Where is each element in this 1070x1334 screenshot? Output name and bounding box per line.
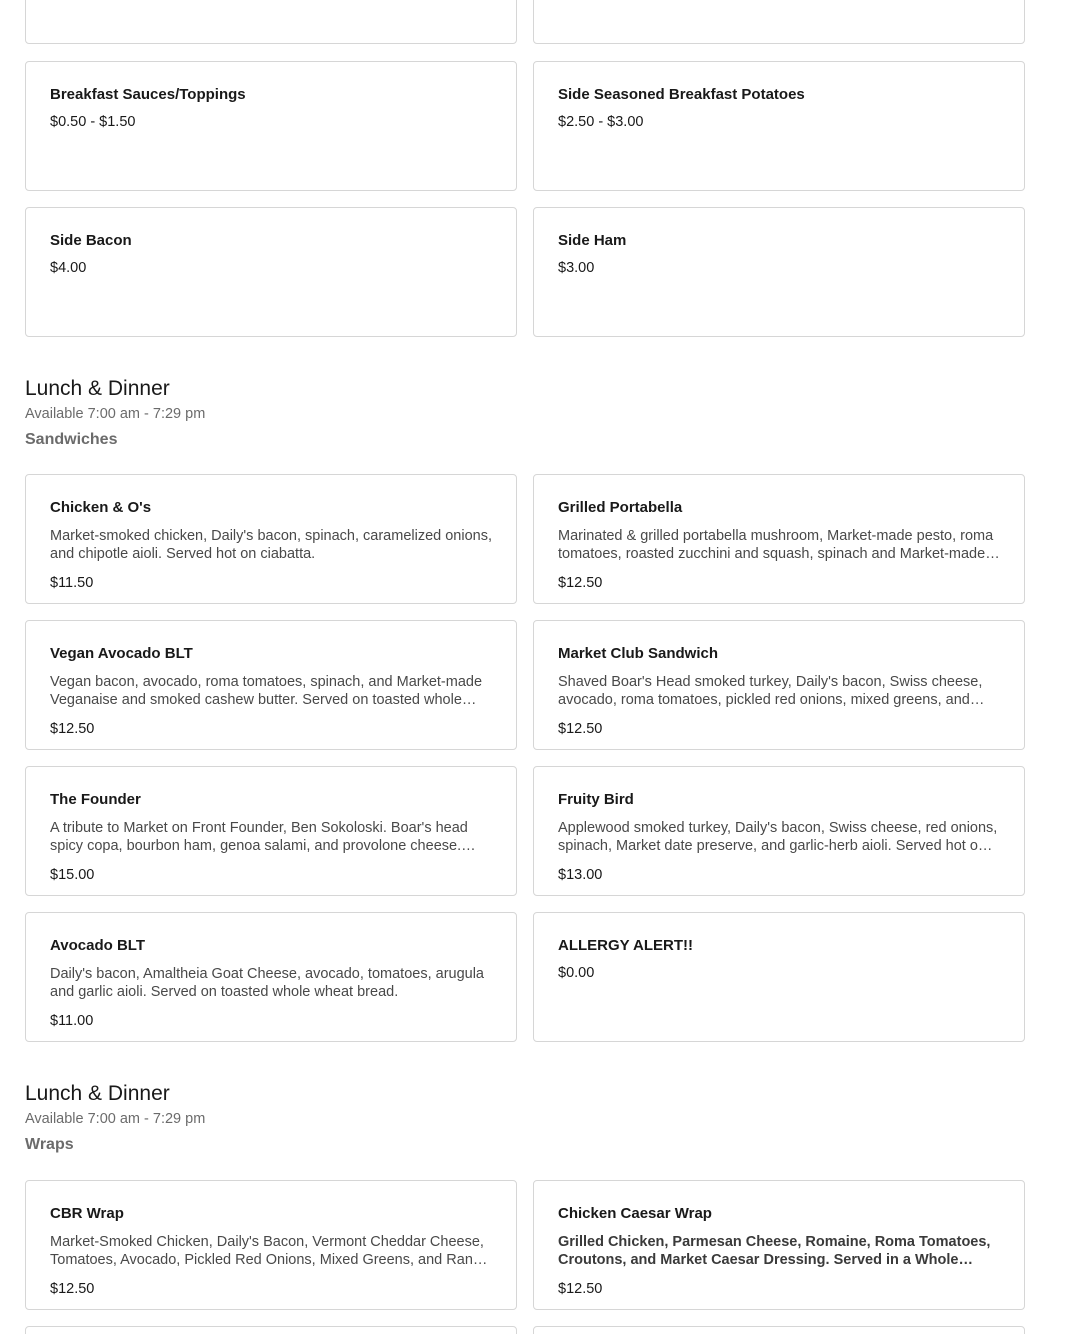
section-title: Lunch & Dinner (25, 377, 170, 400)
menu-item-name: Grilled Portabella (558, 499, 683, 516)
section-subtitle: Sandwiches (25, 431, 118, 448)
section-title: Lunch & Dinner (25, 1082, 170, 1105)
breakfast-sides-grid (25, 61, 1025, 337)
menu-item-name: CBR Wrap (50, 1205, 124, 1222)
menu-item-price: $3.00 (558, 260, 595, 276)
section-subtitle: Wraps (25, 1136, 74, 1153)
menu-item-description: Vegan bacon, avocado, roma tomatoes, spinach, and Market-made Veganaise and smoked cashew butter. Served on toasted whole (50, 674, 483, 708)
menu-item-card[interactable] (533, 474, 1025, 604)
menu-item-name: Market Club Sandwich (558, 645, 719, 662)
menu-item-card[interactable] (533, 207, 1025, 337)
menu-item-description: A tribute to Market on Front Founder, Ben Sokoloski. Boar's head spicy copa, bourbon ham, genoa salami, and provolone cheese. (50, 820, 468, 854)
menu-item-price: $11.00 (50, 1013, 94, 1029)
menu-item-name: Breakfast Sauces/Toppings (50, 86, 246, 103)
section-availability: Available 7:00 am - 7:29 pm (25, 406, 206, 422)
menu-item-name: Side Bacon (50, 232, 132, 249)
menu-item-description: Market-Smoked Chicken, Daily's Bacon, Vermont Cheddar Cheese, Tomatoes, Avocado, Pickled Red Onions, Mixed Greens, and Ranch (50, 1234, 489, 1268)
menu-item-name: Side Ham (558, 232, 627, 249)
menu-item-name: Chicken & O's (50, 499, 152, 516)
menu-item-name: ALLERGY ALERT!! (558, 937, 693, 954)
menu-item-name: Fruity Bird (558, 791, 634, 808)
menu-item-name: The Founder (50, 791, 141, 808)
menu-item-card[interactable] (533, 912, 1025, 1042)
menu-item-card[interactable] (533, 61, 1025, 191)
menu-item-name: Avocado BLT (50, 937, 146, 954)
menu-item-card[interactable] (25, 766, 517, 896)
menu-item-price: $12.50 (50, 1281, 95, 1297)
menu-item-price: $12.50 (50, 721, 95, 737)
top-partial-grid (25, 0, 1025, 44)
wraps-grid (25, 1180, 1025, 1334)
menu-item-name: Side Seasoned Breakfast Potatoes (558, 86, 805, 103)
menu-item-price: $12.50 (558, 1281, 603, 1297)
menu-item-card[interactable] (533, 0, 1025, 44)
menu-item-card[interactable] (25, 912, 517, 1042)
menu-item-card[interactable] (533, 766, 1025, 896)
menu-item-price: $15.00 (50, 867, 95, 883)
menu-item-card[interactable] (25, 474, 517, 604)
menu-item-card[interactable] (533, 1326, 1025, 1334)
menu-item-description: Shaved Boar's Head smoked turkey, Daily's bacon, Swiss cheese, avocado, roma tomatoes, pickled red onions, mixed greens, and (558, 674, 983, 708)
menu-item-price: $12.50 (558, 575, 603, 591)
menu-item-card[interactable] (25, 207, 517, 337)
menu-item-name: Vegan Avocado BLT (50, 645, 193, 662)
menu-item-description: Marinated & grilled portabella mushroom, Market-made pesto, roma tomatoes, roasted zucchini and squash, spinach and Market-made (558, 528, 994, 562)
menu-item-description: Grilled Chicken, Parmesan Cheese, Romaine, Roma Tomatoes, Croutons, and Market Caesar Dressing. Served in a Whole (558, 1234, 991, 1268)
wraps-section-header (25, 1081, 205, 1155)
menu-item-card[interactable] (25, 1180, 517, 1310)
menu-item-price: $13.00 (558, 867, 603, 883)
menu-item-price: $12.50 (558, 721, 603, 737)
menu-item-name: Chicken Caesar Wrap (558, 1205, 712, 1222)
menu-item-card[interactable] (25, 61, 517, 191)
menu-item-card[interactable] (533, 620, 1025, 750)
menu-item-card[interactable] (533, 1180, 1025, 1310)
menu-item-price: $0.00 (558, 965, 595, 981)
menu-item-price: $4.00 (50, 260, 87, 276)
sandwiches-section-header (25, 376, 205, 450)
menu-item-card[interactable] (25, 620, 517, 750)
menu-item-price: $11.50 (50, 575, 94, 591)
menu-item-description: Market-smoked chicken, Daily's bacon, spinach, caramelized onions, and chipotle aioli. Served hot on ciabatta. (50, 528, 492, 562)
menu-item-card[interactable] (25, 0, 517, 44)
menu-item-price: $2.50 - $3.00 (558, 114, 644, 130)
sandwiches-grid (25, 474, 1025, 1042)
menu-item-price: $0.50 - $1.50 (50, 114, 136, 130)
menu-item-card[interactable] (25, 1326, 517, 1334)
menu-item-description: Daily's bacon, Amaltheia Goat Cheese, avocado, tomatoes, arugula and garlic aioli. Served on toasted whole wheat bread. (50, 966, 484, 1000)
menu-item-description: Applewood smoked turkey, Daily's bacon, Swiss cheese, red onions, spinach, Market date preserve, and garlic-herb aioli. Served hot on (558, 820, 998, 854)
section-availability: Available 7:00 am - 7:29 pm (25, 1111, 206, 1127)
